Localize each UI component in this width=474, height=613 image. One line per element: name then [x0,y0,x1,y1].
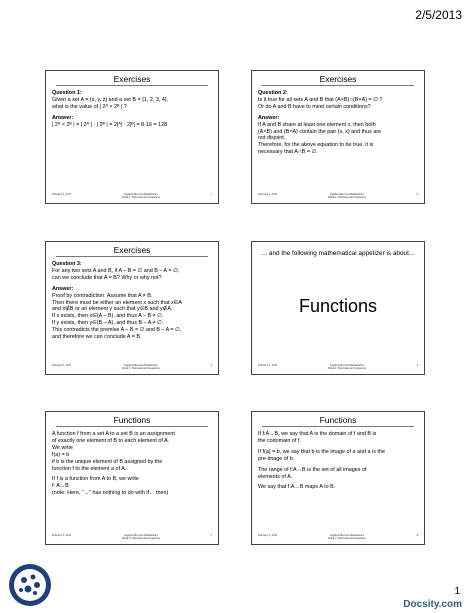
slide-text-line: Or do A and B have to meet certain conditions? [258,103,371,110]
slide-text-line: Proof by contradiction: Assume that A ≠ B. [52,292,153,299]
slide-footer [258,193,418,200]
slide-text-line: (note: Here, “→” has nothing to do with if… then) [52,490,169,497]
slide-body [258,90,418,156]
slide-heading: Answer: [258,114,280,121]
footer-course: Applied Discrete Mathematics Week 2: Functions and Sequences [121,363,160,371]
document-date: 2/5/2013 [415,8,462,22]
section-title: Functions [298,296,378,316]
slide-text-line: If f is a function from A to B, we write [52,476,139,483]
slide-text-line: can we conclude that A = B? Why or why not? [52,274,162,281]
slide-text-line: pre-image of b. [258,455,295,462]
slide-heading: Question 2: [258,90,288,96]
slide-text-line: We say that f:A→B maps A to B. [258,484,336,491]
slide-text-line: Then there must be either an element x such that x∈A [52,299,182,306]
slide-footer [258,364,418,371]
slide-text-line: not disjoint. [258,135,286,142]
slide-heading: Question 3: [52,261,82,267]
slide-text-line: If f(a) = b, we say that b is the image of a and a is the [258,448,385,455]
slide-text-line: For any two sets A and B, if A – B = ∅ and B – A = ∅, [52,267,180,274]
slide-title: Exercises [319,74,357,84]
slide-text-line: necessary that A∩B = ∅. [258,149,318,156]
slide-exercises-2 [251,70,425,204]
footer-slide-number: 3 [210,363,212,367]
slide-body [52,261,212,341]
slide-footer [258,534,418,541]
title-rule [56,85,208,86]
slide-text-line: f(a) = b [52,451,70,458]
footer-course: Applied Discrete Mathematics Week 2: Functions and Sequences [327,192,366,200]
footer-course: Applied Discrete Mathematics Week 2: Functions and Sequences [121,192,160,200]
footer-date: February 5, 2013 [52,192,72,196]
slide-text-line: f: A→B [52,483,69,490]
slide-functions-domain [251,411,425,545]
slide-functions-intro [251,241,425,375]
slide-text-line: and therefore we can conclude A = B. [52,334,142,341]
footer-date: February 5, 2013 [52,363,72,367]
footer-slide-number: 2 [416,192,418,196]
footer-course: Applied Discrete Mathematics Week 2: Functions and Sequences [327,363,366,371]
title-rule [262,85,414,86]
slide-text-line: elements of A. [258,473,293,480]
slide-text-line: If x exists, then x∈(A – B), and thus A – B ≠ ∅. [52,313,164,320]
slide-text-line: Is it true for all sets A and B that (A×B)∩(B×A) = ∅ ? [258,96,383,103]
slide-heading: Answer: [52,285,74,292]
footer-date: February 5, 2013 [258,363,278,367]
slide-footer [52,193,212,200]
footer-slide-number: 4 [416,363,418,367]
slide-functions-definition [45,411,219,545]
slide-text-line: and x∉B or an element y such that y∈B and y∉A. [52,306,173,313]
slide-text-line: If A and B share at least one element x, then both [258,121,376,128]
docsity-brand-link[interactable]: Docsity.com [403,599,462,610]
footer-slide-number: 6 [416,533,418,537]
footer-course: Applied Discrete Mathematics Week 2: Functions and Sequences [121,533,160,541]
slide-footer [52,364,212,371]
title-rule [262,426,414,427]
slide-text-line: This contradicts the premise A – B = ∅ and B – A = ∅, [52,327,182,334]
slide-text-line: The range of f:A→B is the set of all images of [258,466,367,473]
slide-text-line: (A×B) and (B×A) contain the pair (x, x) and thus are [258,128,382,135]
title-rule [56,256,208,257]
footer-date: February 5, 2013 [258,533,278,537]
slide-title: Functions [113,415,151,425]
footer-date: February 5, 2013 [258,192,278,196]
slide-text-line: Therefore, for the above equation to be true, it is [258,142,374,149]
footer-slide-number: 5 [210,533,212,537]
slide-title: Exercises [113,74,151,84]
slide-text-line: of exactly one element of B to each element of A. [52,437,170,444]
slide-text-line: what is the value of | 2ᴬ × 2ᴮ | ? [52,103,127,110]
slide-text-line: A function f from a set A to a set B is an assignment [52,431,175,437]
slide-body [52,90,212,129]
slide-text-line: Given a set A = {x, y, z} and a set B = {1, 2, 3, 4}, [52,96,169,103]
footer-course: Applied Discrete Mathematics Week 2: Functions and Sequences [327,533,366,541]
footer-slide-number: 1 [210,192,212,196]
slide-text-line: | 2ᴬ × 2ᴮ | = | 2ᴬ | · | 2ᴮ | = 2|ᴬ| · 2|ᴮ| = 8·16 = 128 [52,121,168,128]
slide-exercises-3 [45,241,219,375]
intro-text: … and the following mathematical appetizer is about… [260,250,416,257]
page-number: 1 [454,586,460,597]
slide-body [258,431,418,491]
slide-text-line: function f to the element a of A. [52,465,127,472]
slide-text-line: If f:A→B, we say that A is the domain of f and B is [258,431,377,437]
slide-heading: Question 1: [52,90,82,96]
slide-title: Exercises [113,245,151,255]
docsity-logo-icon [8,563,52,607]
slide-title: Functions [319,415,357,425]
slide-text-line: the codomain of f. [258,437,301,444]
footer-date: February 5, 2013 [52,533,72,537]
slide-exercises-1 [45,70,219,204]
slide-text-line: if b is the unique element of B assigned by the [52,458,163,465]
slide-heading: Answer: [52,114,74,121]
slide-body [52,431,212,497]
slide-footer [52,534,212,541]
title-rule [56,426,208,427]
slide-text-line: We write [52,444,73,451]
slide-text-line: If y exists, then y∈(B – A), and thus B – A ≠ ∅. [52,320,164,327]
